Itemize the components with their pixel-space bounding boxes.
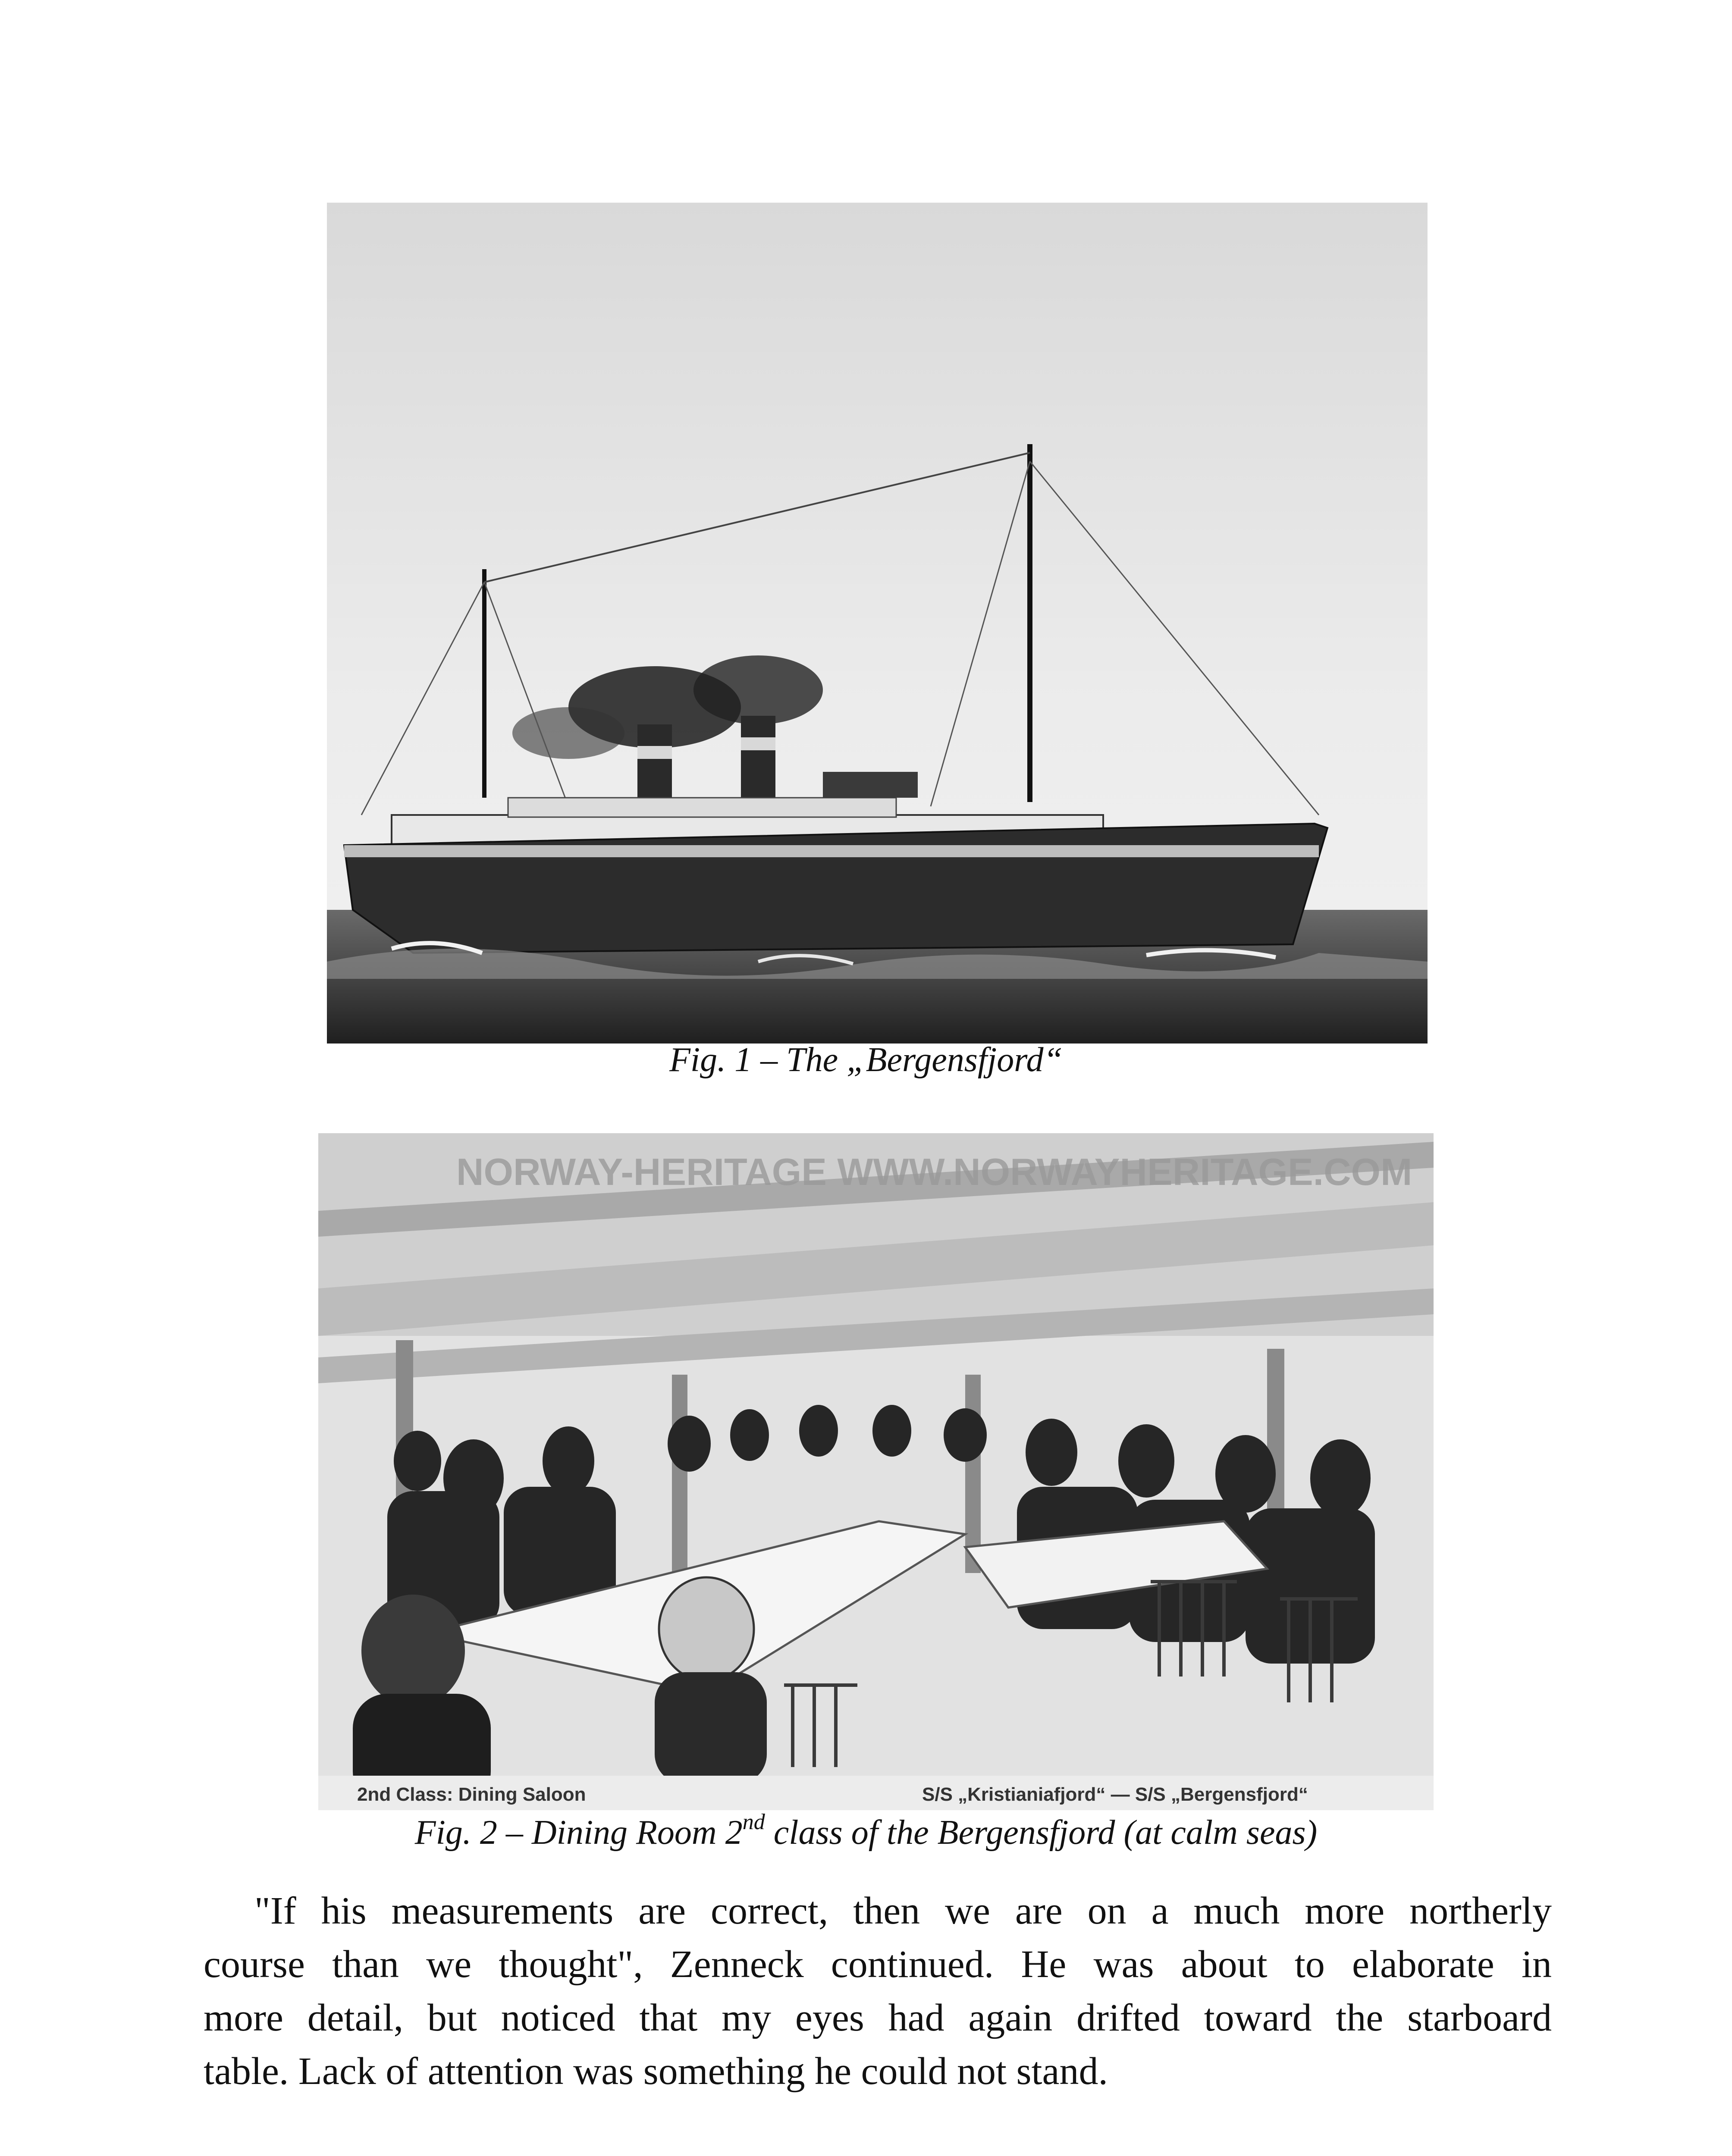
paragraph-line: table. Lack of attention was something he could not stand.: [204, 2050, 1108, 2093]
dining-room-photo: [318, 1133, 1434, 1810]
body-paragraph: [204, 1884, 1552, 2098]
inscription-right: S/S „Kristianiafjord“ — S/S „Bergensfjord“: [922, 1784, 1308, 1805]
figure-2-caption: [0, 1811, 1732, 1854]
ship-photo: [327, 203, 1428, 1044]
paragraph-line: more detail, but noticed that my eyes had again drifted toward the starboard: [204, 1996, 1552, 2039]
paragraph-line: "If his measurements are correct, then we are on a much more northerly: [254, 1890, 1552, 1932]
figure-1-caption: Fig. 1 – The „Bergensfjord“: [669, 1041, 1063, 1079]
caption-text: class of the Bergensfjord (at calm seas): [765, 1814, 1318, 1852]
inscription-left: 2nd Class: Dining Saloon: [357, 1784, 586, 1805]
caption-superscript: nd: [742, 1810, 765, 1834]
paragraph-line: course than we thought", Zenneck continued. He was about to elaborate in: [204, 1943, 1552, 1986]
caption-text: Fig. 2 – Dining Room 2: [414, 1814, 743, 1852]
watermark: NORWAY-HERITAGE WWW.NORWAYHERITAGE.COM: [456, 1150, 1412, 1193]
ship-hull: [344, 824, 1327, 953]
